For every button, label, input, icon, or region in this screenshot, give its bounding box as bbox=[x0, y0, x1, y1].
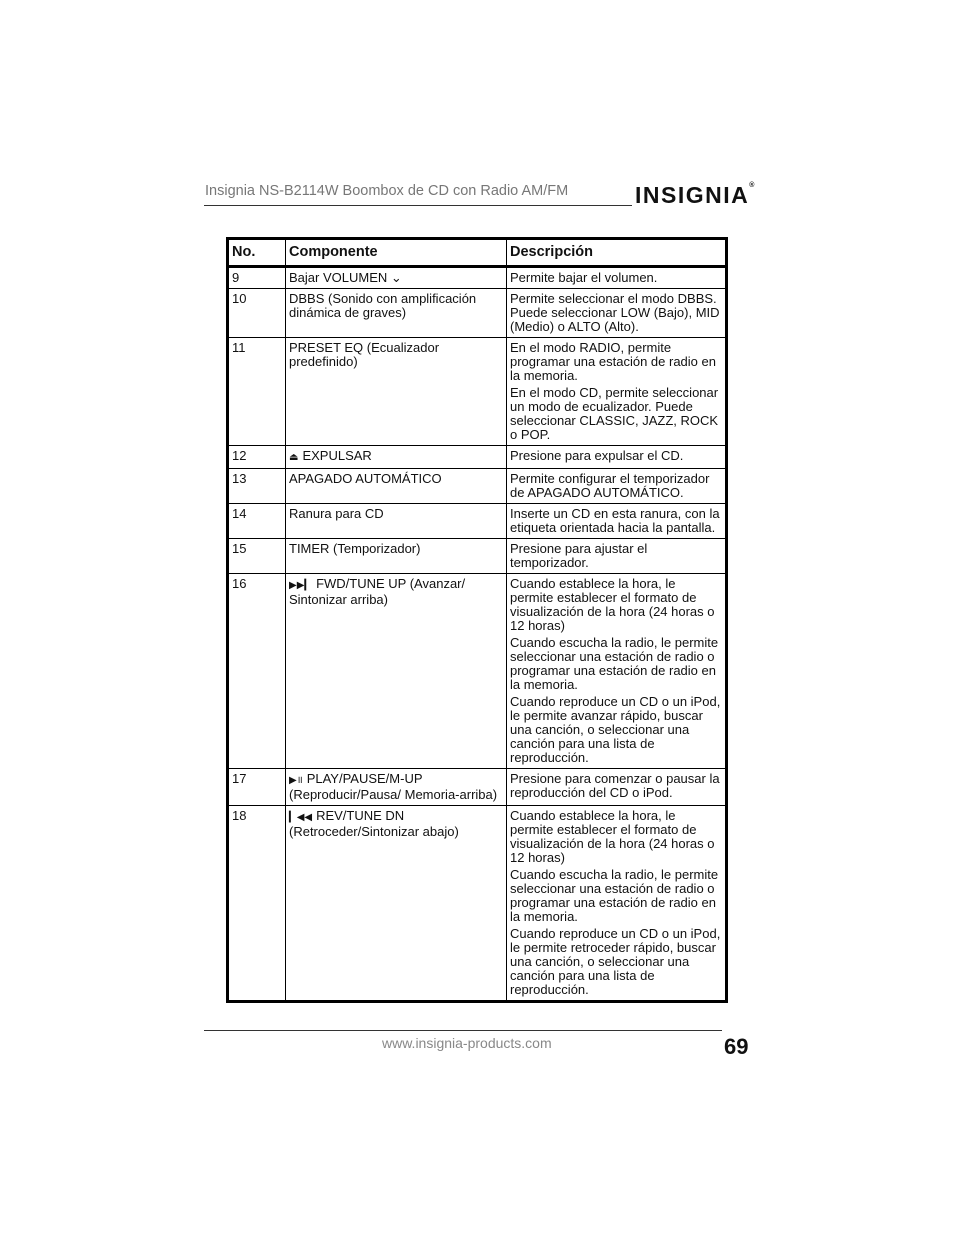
table-row bbox=[228, 769, 727, 806]
cell-descripcion bbox=[507, 289, 727, 338]
description-paragraph: Cuando escucha la radio, le permite seleccionar una estación de radio o programar una estación de radio en la memoria. bbox=[510, 635, 719, 692]
componente-label: Bajar VOLUMEN ⌄ bbox=[289, 270, 402, 285]
componente-label: APAGADO AUTOMÁTICO bbox=[289, 471, 442, 486]
table-row bbox=[228, 539, 727, 574]
footer-rule bbox=[204, 1030, 722, 1031]
table-row bbox=[228, 574, 727, 769]
description-paragraph: Presione para ajustar el temporizador. bbox=[510, 541, 648, 570]
table-row bbox=[228, 446, 727, 469]
cell-no: 17 bbox=[228, 769, 286, 806]
description-paragraph: Cuando reproduce un CD o un iPod, le permite avanzar rápido, buscar una canción, o seleccionar una canción para una lista de reproducción. bbox=[510, 694, 721, 765]
description-paragraph: En el modo CD, permite seleccionar un modo de ecualizador. Puede seleccionar CLASSIC, JAZZ, ROCK o POP. bbox=[510, 385, 719, 442]
cell-componente bbox=[286, 267, 507, 289]
cell-componente bbox=[286, 806, 507, 1002]
cell-no: 12 bbox=[228, 446, 286, 469]
cell-descripcion bbox=[507, 769, 727, 806]
cell-descripcion bbox=[507, 338, 727, 446]
cell-descripcion bbox=[507, 446, 727, 469]
cell-componente bbox=[286, 504, 507, 539]
column-header-descripcion: Descripción bbox=[507, 239, 727, 267]
button-symbol-icon: ⏏ bbox=[289, 452, 299, 463]
page-number: 69 bbox=[724, 1034, 749, 1059]
table-row bbox=[228, 267, 727, 289]
table-body bbox=[228, 267, 727, 1002]
cell-componente bbox=[286, 574, 507, 769]
description-paragraph: Cuando reproduce un CD o un iPod, le permite retroceder rápido, buscar una canción, o seleccionar una canción para una lista de reproducción. bbox=[510, 926, 721, 997]
cell-no: 15 bbox=[228, 539, 286, 574]
componente-label: PRESET EQ (Ecualizador predefinido) bbox=[289, 340, 440, 369]
components-table bbox=[226, 237, 728, 1003]
componente-label: EXPULSAR bbox=[302, 448, 372, 463]
table-row bbox=[228, 504, 727, 539]
column-header-no: No. bbox=[228, 239, 286, 267]
description-paragraph: Inserte un CD en esta ranura, con la etiqueta orientada hacia la pantalla. bbox=[510, 506, 720, 535]
description-paragraph: Permite bajar el volumen. bbox=[510, 270, 658, 285]
button-symbol-icon: ▎◀◀ bbox=[289, 812, 313, 823]
table-row bbox=[228, 806, 727, 1002]
description-paragraph: Cuando establece la hora, le permite establecer el formato de visualización de la hora (24 horas o 12 horas) bbox=[510, 808, 715, 865]
cell-descripcion bbox=[507, 806, 727, 1002]
description-paragraph: En el modo RADIO, permite programar una estación de radio en la memoria. bbox=[510, 340, 716, 383]
table-header-row bbox=[228, 239, 727, 267]
componente-label: TIMER (Temporizador) bbox=[289, 541, 421, 556]
componente-label: Ranura para CD bbox=[289, 506, 384, 521]
cell-descripcion bbox=[507, 469, 727, 504]
button-symbol-icon: ▶▶▎ bbox=[289, 580, 313, 591]
componente-label: REV/TUNE DN (Retroceder/Sintonizar abajo) bbox=[289, 808, 459, 839]
description-paragraph: Presione para expulsar el CD. bbox=[510, 448, 684, 463]
button-symbol-icon: ▶॥ bbox=[289, 775, 303, 786]
cell-descripcion bbox=[507, 574, 727, 769]
page-header-title: Insignia NS-B2114W Boombox de CD con Radio AM/FM bbox=[205, 183, 569, 199]
description-paragraph: Cuando escucha la radio, le permite seleccionar una estación de radio o programar una estación de radio en la memoria. bbox=[510, 867, 719, 924]
cell-componente bbox=[286, 289, 507, 338]
cell-descripcion bbox=[507, 267, 727, 289]
components-table-wrap bbox=[226, 237, 728, 1003]
cell-no: 16 bbox=[228, 574, 286, 769]
footer-url: www.insignia-products.com bbox=[382, 1035, 552, 1051]
description-paragraph: Permite seleccionar el modo DBBS. Puede seleccionar LOW (Bajo), MID (Medio) o ALTO (Alto). bbox=[510, 291, 720, 334]
insignia-logo bbox=[635, 182, 754, 209]
cell-no: 9 bbox=[228, 267, 286, 289]
componente-label: DBBS (Sonido con amplificación dinámica de graves) bbox=[289, 291, 477, 320]
description-paragraph: Permite configurar el temporizador de APAGADO AUTOMÁTICO. bbox=[510, 471, 710, 500]
cell-descripcion bbox=[507, 539, 727, 574]
table-row bbox=[228, 338, 727, 446]
table-row bbox=[228, 469, 727, 504]
logo-mark: ® bbox=[749, 182, 755, 189]
description-paragraph: Presione para comenzar o pausar la reproducción del CD o iPod. bbox=[510, 771, 720, 800]
table-row bbox=[228, 289, 727, 338]
cell-componente bbox=[286, 539, 507, 574]
cell-componente bbox=[286, 446, 507, 469]
cell-no: 11 bbox=[228, 338, 286, 446]
header-rule bbox=[204, 205, 632, 206]
cell-no: 18 bbox=[228, 806, 286, 1002]
cell-no: 14 bbox=[228, 504, 286, 539]
cell-componente bbox=[286, 469, 507, 504]
componente-label: PLAY/PAUSE/M-UP (Reproducir/Pausa/ Memoria-arriba) bbox=[289, 771, 498, 802]
cell-no: 13 bbox=[228, 469, 286, 504]
description-paragraph: Cuando establece la hora, le permite establecer el formato de visualización de la hora (24 horas o 12 horas) bbox=[510, 576, 715, 633]
column-header-componente: Componente bbox=[286, 239, 507, 267]
cell-no: 10 bbox=[228, 289, 286, 338]
cell-componente bbox=[286, 338, 507, 446]
logo-text: INSIGNIA bbox=[635, 182, 750, 208]
cell-descripcion bbox=[507, 504, 727, 539]
cell-componente bbox=[286, 769, 507, 806]
componente-label: FWD/TUNE UP (Avanzar/ Sintonizar arriba) bbox=[289, 576, 466, 607]
